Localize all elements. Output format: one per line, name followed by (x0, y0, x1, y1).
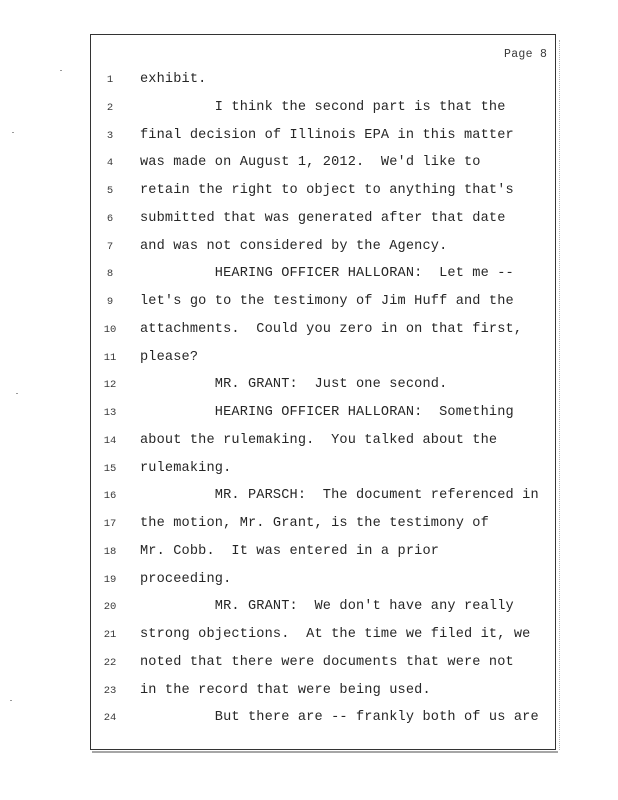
transcript-line (0, 128, 560, 148)
transcript-line (0, 461, 560, 481)
transcript-line (0, 683, 560, 703)
page-number-label: Page 8 (504, 48, 548, 61)
scan-speck (16, 393, 18, 394)
transcript-line (0, 183, 560, 203)
line-number: 4 (106, 157, 114, 170)
scan-speck (60, 70, 62, 71)
line-text: MR. GRANT: Just one second. (140, 377, 448, 393)
transcript-line (0, 100, 560, 120)
line-text: Mr. Cobb. It was entered in a prior (140, 543, 440, 559)
transcript-line (0, 710, 560, 730)
line-number: 19 (103, 573, 117, 586)
line-text: noted that there were documents that were not (140, 654, 514, 670)
line-text: HEARING OFFICER HALLORAN: Let me -- (140, 266, 514, 282)
scan-speck (10, 700, 12, 701)
transcript-line (0, 544, 560, 564)
line-number: 5 (106, 185, 114, 197)
line-text: and was not considered by the Agency. (140, 238, 448, 254)
transcript-line (0, 239, 560, 259)
transcript-line (0, 599, 560, 619)
line-number: 21 (103, 629, 117, 641)
line-number: 20 (103, 601, 117, 614)
transcript-line (0, 488, 560, 508)
line-number: 16 (103, 490, 117, 503)
line-text: HEARING OFFICER HALLORAN: Something (140, 405, 514, 420)
scan-speck (12, 132, 14, 133)
line-number: 7 (106, 240, 114, 253)
transcript-line (0, 322, 560, 342)
line-number: 12 (103, 379, 117, 392)
line-number: 9 (106, 296, 114, 308)
line-text: But there are -- frankly both of us are (140, 710, 539, 726)
line-number: 2 (106, 101, 114, 114)
line-text: MR. GRANT: We don't have any really (140, 599, 514, 615)
line-text: retain the right to object to anything that's (140, 183, 514, 198)
line-text: submitted that was generated after that date (140, 210, 506, 226)
line-text: please? (140, 349, 199, 365)
line-text: I think the second part is that the (140, 99, 506, 115)
line-number: 1 (106, 74, 114, 86)
line-text: proceeding. (140, 571, 232, 587)
transcript-line (0, 72, 560, 92)
line-number: 18 (103, 545, 117, 558)
transcript-line (0, 405, 560, 425)
line-number: 24 (103, 712, 117, 725)
line-text: was made on August 1, 2012. We'd like to (140, 155, 481, 171)
transcript-line (0, 655, 560, 675)
line-text: rulemaking. (140, 460, 232, 476)
line-number: 11 (103, 351, 117, 364)
line-number: 15 (103, 462, 117, 475)
line-text: in the record that were being used. (140, 682, 431, 698)
line-number: 13 (103, 407, 117, 419)
transcript-line (0, 627, 560, 647)
transcript-line (0, 516, 560, 536)
line-number: 17 (103, 518, 117, 530)
line-number: 10 (103, 323, 117, 336)
line-text: strong objections. At the time we filed it, we (140, 627, 531, 642)
line-number: 14 (103, 434, 117, 447)
line-number: 3 (106, 129, 114, 142)
line-text: let's go to the testimony of Jim Huff and the (140, 294, 514, 309)
line-number: 8 (106, 268, 114, 281)
transcript-line (0, 211, 560, 231)
line-text: final decision of Illinois EPA in this matter (140, 127, 514, 143)
line-number: 23 (103, 684, 117, 697)
line-text: MR. PARSCH: The document referenced in (140, 488, 539, 504)
transcript-line (0, 572, 560, 592)
line-number: 6 (106, 212, 114, 225)
transcript-line (0, 266, 560, 286)
line-text: exhibit. (140, 72, 207, 87)
transcript-line (0, 377, 560, 397)
line-text: attachments. Could you zero in on that first, (140, 321, 523, 337)
line-text: the motion, Mr. Grant, is the testimony of (140, 516, 489, 531)
transcript-line (0, 294, 560, 314)
transcript-line (0, 350, 560, 370)
line-text: about the rulemaking. You talked about the (140, 432, 498, 448)
transcript-line (0, 433, 560, 453)
page-bottom-edge (92, 751, 558, 757)
line-number: 22 (103, 656, 117, 669)
transcript-line (0, 155, 560, 175)
